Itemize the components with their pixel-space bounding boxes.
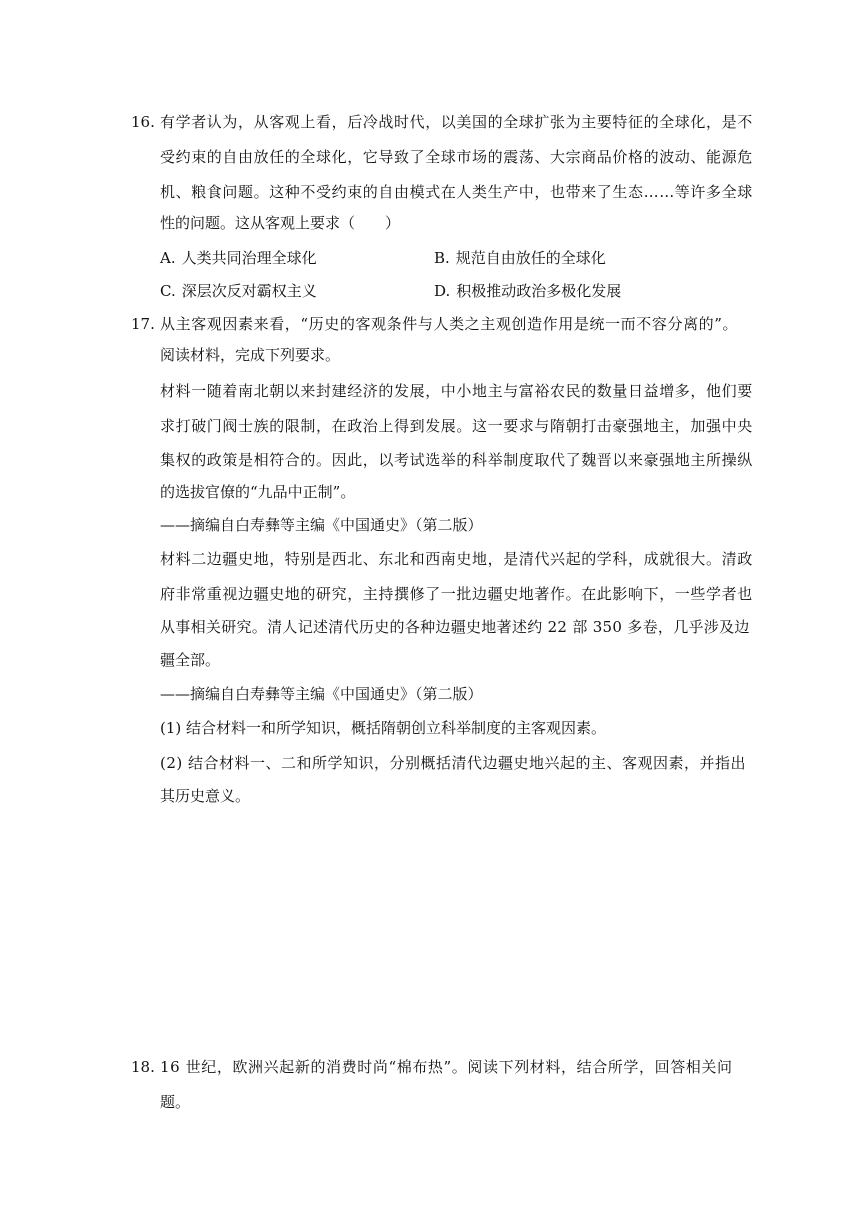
question-number: 18. <box>131 1058 155 1076</box>
question-text-line: 机、粮食问题。这种不受约束的自由模式在人类生产中，也带来了生态……等许多全球 <box>160 183 753 201</box>
question-text-line: 阅读材料，完成下列要求。 <box>160 346 341 364</box>
question-text-line: 受约束的自由放任的全球化，它导致了全球市场的震荡、大宗商品价格的波动、能源危 <box>160 148 753 166</box>
sub-question-2-cont: 其历史意义。 <box>160 787 251 805</box>
option-text: 深层次反对霸权主义 <box>181 282 317 300</box>
question-text-line: 从主客观因素来看，“历史的客观条件与人类之主观创造作用是统一而不容分离的”。 <box>160 315 739 333</box>
option-letter: A. <box>160 249 176 267</box>
option-d <box>434 281 621 301</box>
question-text-line: 有学者认为，从客观上看，后冷战时代，以美国的全球扩张为主要特征的全球化，是不 <box>160 113 753 131</box>
option-a <box>160 248 317 268</box>
option-b <box>434 248 606 268</box>
material-text-line: 求打破门阀士族的限制，在政治上得到发展。这一要求与隋朝打击豪强地主，加强中央 <box>160 417 753 435</box>
material-text-line: 材料二边疆史地，特别是西北、东北和西南史地，是清代兴起的学科，成就很大。清政 <box>160 550 753 568</box>
material-text-line: 材料一随着南北朝以来封建经济的发展，中小地主与富裕农民的数量日益增多，他们要 <box>160 382 753 400</box>
material-text-line: 的选拔官僚的“九品中正制”。 <box>160 483 356 501</box>
question-text-line: 性的问题。这从客观上要求（ ） <box>160 214 401 232</box>
option-letter: B. <box>434 249 450 267</box>
question-text-line: 题。 <box>160 1093 191 1111</box>
option-text: 人类共同治理全球化 <box>181 249 317 267</box>
option-text: 积极推动政治多极化发展 <box>456 282 622 300</box>
option-letter: C. <box>160 282 176 300</box>
option-c <box>160 281 317 301</box>
sub-question-1: (1) 结合材料一和所学知识，概括隋朝创立科举制度的主客观因素。 <box>160 719 607 737</box>
material-text-line: 集权的政策是相符合的。因此，以考试选举的科举制度取代了魏晋以来豪强地主所操纵 <box>160 451 753 469</box>
sub-question-2: (2) 结合材料一、二和所学知识，分别概括清代边疆史地兴起的主、客观因素，并指出 <box>160 754 747 772</box>
material-text-line: 疆全部。 <box>160 651 221 669</box>
option-letter: D. <box>434 282 451 300</box>
question-number: 16. <box>131 113 155 131</box>
material-text-line: 府非常重视边疆史地的研究，主持撰修了一批边疆史地著作。在此影响下，一些学者也 <box>160 585 753 603</box>
material-text-line: 从事相关研究。清人记述清代历史的各种边疆史地著述约 22 部 350 多卷，几乎涉及边 <box>160 618 750 636</box>
source-citation: ——摘编自白寿彝等主编《中国通史》（第二版） <box>160 685 483 703</box>
option-text: 规范自由放任的全球化 <box>455 249 606 267</box>
source-citation: ——摘编自白寿彝等主编《中国通史》（第二版） <box>160 516 483 534</box>
question-number: 17. <box>131 315 155 333</box>
question-text-line: 16 世纪，欧洲兴起新的消费时尚“棉布热”。阅读下列材料，结合所学，回答相关问 <box>160 1058 733 1076</box>
